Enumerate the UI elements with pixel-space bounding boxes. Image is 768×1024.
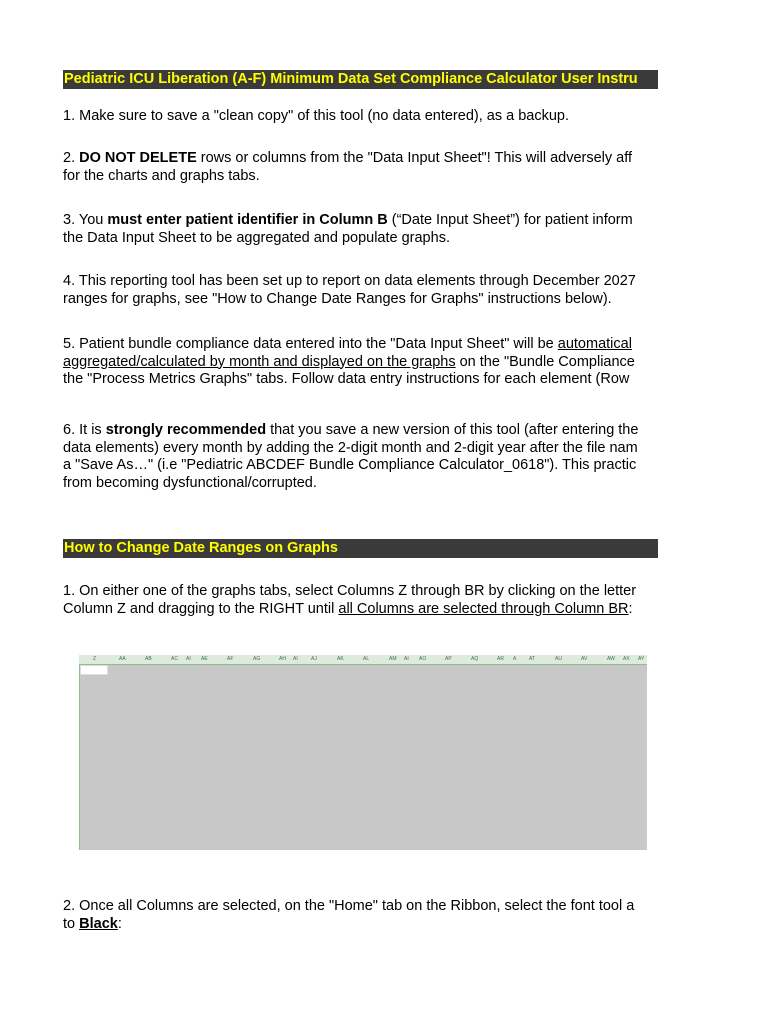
- date-range-step-2: [63, 898, 657, 933]
- instruction-3-line2: the Data Input Sheet to be aggregated and populate graphs.: [63, 229, 450, 246]
- instruction-3-rest: (“Date Input Sheet”) for patient inform: [387, 212, 633, 228]
- instruction-6-bold: strongly recommended: [105, 422, 267, 438]
- date-range-step-2-black: Black: [79, 915, 118, 932]
- instruction-3-prefix: 3. You: [63, 212, 108, 228]
- column-header-14: AI: [404, 656, 409, 662]
- column-header-23: AW: [607, 656, 615, 662]
- instruction-6-rest: that you save a new version of this tool (after entering the: [266, 422, 639, 438]
- column-header-12: AL: [363, 656, 370, 662]
- instruction-5-underline-1: automatical: [557, 336, 632, 352]
- instruction-3: [63, 212, 657, 247]
- column-header-4: AI: [186, 656, 191, 662]
- instruction-6-line3: a "Save As…" (i.e "Pediatric ABCDEF Bundle Compliance Calculator_0618"). This practic: [63, 457, 637, 473]
- column-header-20: AT: [529, 656, 536, 662]
- column-header-13: AM: [389, 656, 397, 662]
- column-header-9: AI: [293, 656, 298, 662]
- date-range-step-2-line1: 2. Once all Columns are selected, on the "Home" tab on the Ribbon, select the font tool a: [63, 898, 635, 914]
- column-header-25: AY: [638, 656, 645, 662]
- instruction-2-bold: DO NOT DELETE: [79, 150, 197, 166]
- date-range-step-2-suffix: :: [117, 915, 122, 932]
- column-header-row: [79, 655, 647, 665]
- instruction-5-line3: the "Process Metrics Graphs" tabs. Follow data entry instructions for each element (Row: [63, 371, 630, 387]
- column-header-21: AU: [555, 656, 562, 662]
- column-header-15: AO: [419, 656, 427, 662]
- date-range-step-1-suffix: :: [628, 600, 633, 617]
- column-header-18: AR: [497, 656, 504, 662]
- column-header-19: A: [513, 656, 517, 662]
- column-header-6: AF: [227, 656, 234, 662]
- column-header-2: AB: [145, 656, 152, 662]
- instruction-4-line1: 4. This reporting tool has been set up to report on data elements through December 2027: [63, 273, 636, 289]
- instruction-4: [63, 273, 657, 308]
- instructions-title: Pediatric ICU Liberation (A-F) Minimum Data Set Compliance Calculator User Instru: [63, 70, 658, 89]
- instruction-2-rest: rows or columns from the "Data Input Sheet"! This will adversely aff: [196, 150, 633, 166]
- date-range-step-1: [63, 583, 657, 618]
- date-range-step-2-prefix: to: [63, 915, 80, 932]
- instruction-5-underline-2: aggregated/calculated by month and displayed on the graphs: [63, 353, 456, 370]
- column-header-3: AC: [171, 656, 178, 662]
- instruction-4-line2: ranges for graphs, see "How to Change Date Ranges for Graphs" instructions below).: [63, 290, 612, 307]
- instruction-6-prefix: 6. It is: [63, 422, 106, 438]
- section-title-date-ranges: How to Change Date Ranges on Graphs: [63, 539, 658, 558]
- column-header-10: AJ: [311, 656, 317, 662]
- instruction-6-line2: data elements) every month by adding the 2-digit month and 2-digit year after the file nam: [63, 439, 638, 456]
- date-range-step-1-line1: 1. On either one of the graphs tabs, select Columns Z through BR by clicking on the letter: [63, 583, 637, 599]
- spreadsheet-screenshot: [79, 655, 647, 850]
- column-header-5: AE: [201, 656, 208, 662]
- instruction-6: [63, 422, 657, 492]
- date-range-step-1-underline: all Columns are selected through Column BR: [338, 600, 629, 617]
- column-header-7: AG: [253, 656, 261, 662]
- column-header-17: AQ: [471, 656, 479, 662]
- date-range-step-1-prefix: Column Z and dragging to the RIGHT until: [63, 600, 339, 617]
- instruction-5: [63, 336, 657, 389]
- column-header-1: AA: [119, 656, 126, 662]
- active-cell: [80, 665, 108, 675]
- instruction-5-rest: on the "Bundle Compliance: [455, 353, 635, 370]
- instruction-2: [63, 150, 657, 185]
- column-header-8: AH: [279, 656, 286, 662]
- instruction-1-text: 1. Make sure to save a "clean copy" of this tool (no data entered), as a backup.: [63, 108, 569, 124]
- instruction-5-prefix: 5. Patient bundle compliance data entered into the "Data Input Sheet" will be: [63, 336, 558, 352]
- column-header-11: AK: [337, 656, 344, 662]
- instruction-2-prefix: 2.: [63, 150, 80, 166]
- instruction-6-line4: from becoming dysfunctional/corrupted.: [63, 474, 317, 491]
- instruction-3-bold: must enter patient identifier in Column B: [107, 212, 388, 228]
- instruction-1: [63, 108, 657, 126]
- column-header-0: Z: [93, 656, 97, 662]
- screenshot-left-border: [79, 655, 80, 850]
- column-header-16: AP: [445, 656, 452, 662]
- column-header-24: AX: [623, 656, 630, 662]
- instruction-2-line2: for the charts and graphs tabs.: [63, 167, 260, 184]
- column-header-22: AV: [581, 656, 588, 662]
